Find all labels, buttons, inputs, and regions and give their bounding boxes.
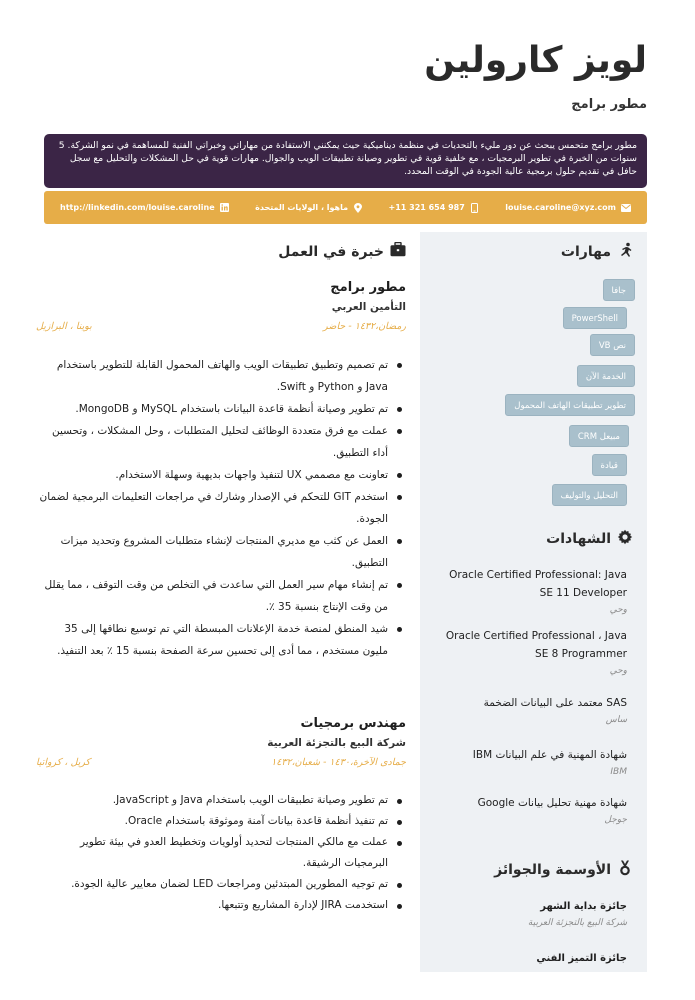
certification-issuer: IBM <box>610 767 627 777</box>
contact-phone[interactable] <box>389 203 480 212</box>
job-dates: جمادى الآخرة،١٤٣٠ - شعبان،١٤٣٢ <box>271 757 406 768</box>
running-person-icon <box>617 242 633 262</box>
gear-icon <box>617 529 633 549</box>
job-entry <box>36 278 406 662</box>
skills-heading-text: مهارات <box>560 244 611 260</box>
linkedin-icon <box>220 203 230 212</box>
list-item: استخدمت JIRA لإدارة المشاريع وتتبعها. <box>36 895 406 916</box>
list-item: تم تنفيذ أنظمة قاعدة بيانات آمنة وموثوقة باستخدام Oracle. <box>36 811 406 832</box>
certification-item <box>437 794 627 828</box>
award-item <box>437 951 627 967</box>
contact-email-text: louise.caroline@xyz.com <box>505 203 616 212</box>
mobile-phone-icon <box>470 203 480 212</box>
map-pin-icon <box>353 203 363 212</box>
job-bullets <box>36 354 406 662</box>
list-item: عملت مع فرق متعددة الوظائف لتحليل المتطلبات ، وحل المشكلات ، وتحسين أداء التطبيق. <box>36 420 406 464</box>
skill-tag: التحليل والتوليف <box>552 484 628 506</box>
list-item: استخدم GIT للتحكم في الإصدار وشارك في مراجعات التعليمات البرمجية لضمان الجودة. <box>36 486 406 530</box>
certification-issuer: وحي <box>609 666 627 676</box>
sidebar <box>420 232 647 972</box>
job-company: شركة البيع بالتجزئة العربية <box>267 737 406 749</box>
skill-tag: تطوير تطبيقات الهاتف المحمول <box>505 394 635 416</box>
skill-tag: نص VB <box>590 334 635 356</box>
certification-item <box>437 566 627 618</box>
skill-tag: مبيعل CRM <box>569 425 629 447</box>
certification-name: SAS معتمد على البيانات الضخمة <box>483 697 627 709</box>
list-item: شيد المنطق لمنصة خدمة الإعلانات المبسطة التي تم توسيع نطاقها إلى 35 مليون مستخدم ، مما أدى إلى تحسين سرعة الصفحة بنسبة 15 ٪ بعد التنفيذ. <box>36 618 406 662</box>
job-location: بوينا ، البرازيل <box>36 321 92 332</box>
medal-icon <box>617 860 633 880</box>
candidate-name: لويز كارولين <box>424 40 647 81</box>
contact-linkedin[interactable] <box>60 203 230 212</box>
list-item: العمل عن كثب مع مديري المنتجات لإنشاء متطلبات المشروع وتحديد ميزات التطبيق. <box>36 530 406 574</box>
list-item: تم تطوير وصيانة تطبيقات الويب باستخدام Java و JavaScript. <box>36 790 406 811</box>
list-item: تم توجيه المطورين المبتدئين ومراجعات LED لضمان معايير عالية الجودة. <box>36 874 406 895</box>
certification-name: شهادة المهنية في علم البيانات IBM <box>472 749 627 761</box>
certification-item <box>437 746 627 780</box>
experience-heading <box>278 242 406 261</box>
job-entry <box>36 714 406 916</box>
job-bullets <box>36 790 406 916</box>
job-meta <box>36 318 406 336</box>
contact-email[interactable] <box>505 203 631 212</box>
awards-heading-text: الأوسمة والجوائز <box>494 862 611 878</box>
contact-location <box>255 203 363 212</box>
skill-tag: الخدمة الآن <box>577 365 635 387</box>
certification-name: Oracle Certified Professional: Java SE 11 Developer <box>449 569 627 599</box>
award-name: جائزة بداية الشهر <box>540 901 627 912</box>
job-meta <box>36 754 406 772</box>
list-item: تم تصميم وتطبيق تطبيقات الويب والهاتف المحمول القابلة للتطوير باستخدام Java و Python و Swift. <box>36 354 406 398</box>
job-dates: رمضان،١٤٣٢ - حاضر <box>323 321 406 332</box>
candidate-title: مطور برامج <box>571 97 647 112</box>
certification-item <box>437 694 627 728</box>
job-company: التأمين العربي <box>331 301 406 313</box>
envelope-icon <box>621 203 631 212</box>
certification-issuer: جوجل <box>604 815 627 825</box>
award-name: جائزة التميز الفني <box>536 953 627 964</box>
contact-location-text: ماهوا ، الولايات المتحدة <box>255 203 349 212</box>
list-item: عملت مع مالكي المنتجات لتحديد أولويات وتخطيط العدو في بيئة تطوير البرمجيات الرشيقة. <box>36 832 406 874</box>
job-role: مهندس برمجيات <box>300 716 406 731</box>
job-role: مطور برامج <box>330 280 406 295</box>
skills-heading <box>561 242 633 262</box>
certifications-heading <box>546 529 633 549</box>
certification-issuer: ساس <box>605 715 627 725</box>
awards-heading <box>494 860 633 880</box>
list-item: تم تطوير وصيانة أنظمة قاعدة البيانات باستخدام MySQL و MongoDB. <box>36 398 406 420</box>
job-location: كريل ، كرواتيا <box>36 757 91 768</box>
contact-phone-text: +11 321 654 987 <box>388 203 465 212</box>
award-item <box>437 899 627 931</box>
certification-name: شهادة مهنية تحليل بيانات Google <box>477 797 627 809</box>
award-issuer: شركة البيع بالتجزئة العربية <box>527 918 627 928</box>
skill-tag: جافا <box>603 279 636 301</box>
contact-linkedin-text: http://linkedin.com/louise.caroline <box>60 203 215 212</box>
experience-section <box>36 232 406 972</box>
experience-heading-text: خبرة في العمل <box>278 243 384 260</box>
briefcase-icon <box>390 242 406 261</box>
list-item: تعاونت مع مصممي UX لتنفيذ واجهات بديهية وسهلة الاستخدام. <box>36 464 406 486</box>
certifications-heading-text: الشهادات <box>546 531 611 547</box>
contact-bar <box>44 191 647 224</box>
certification-name: Oracle Certified Professional ، Java SE 8 Programmer <box>445 630 627 660</box>
skill-tag: PowerShell <box>563 307 627 329</box>
list-item: تم إنشاء مهام سير العمل التي ساعدت في التخلص من وقت التوقف ، مما يقلل من وقت الإنتاج بنسبة 35 ٪. <box>36 574 406 618</box>
skill-tag: قيادة <box>592 454 627 476</box>
certification-issuer: وحي <box>609 605 627 615</box>
summary-box: مطور برامج متحمس يبحث عن دور مليء بالتحديات في منظمة ديناميكية حيث يمكنني الاستفادة من مهاراتي وخبراتي الفنية للمساهمة في نمو الشركة. 5 سنوات من الخبرة في تطوير البرمجيات ، مع خلفية قوية في تطوير وصيانة تطبيقات الويب والجوال. مهارات قوية في حل المشكلات والتحليل مع سجل حافل في تقديم حلول برمجية عالية الجودة في الوقت المحدد. <box>44 134 647 188</box>
certification-item <box>437 627 627 679</box>
